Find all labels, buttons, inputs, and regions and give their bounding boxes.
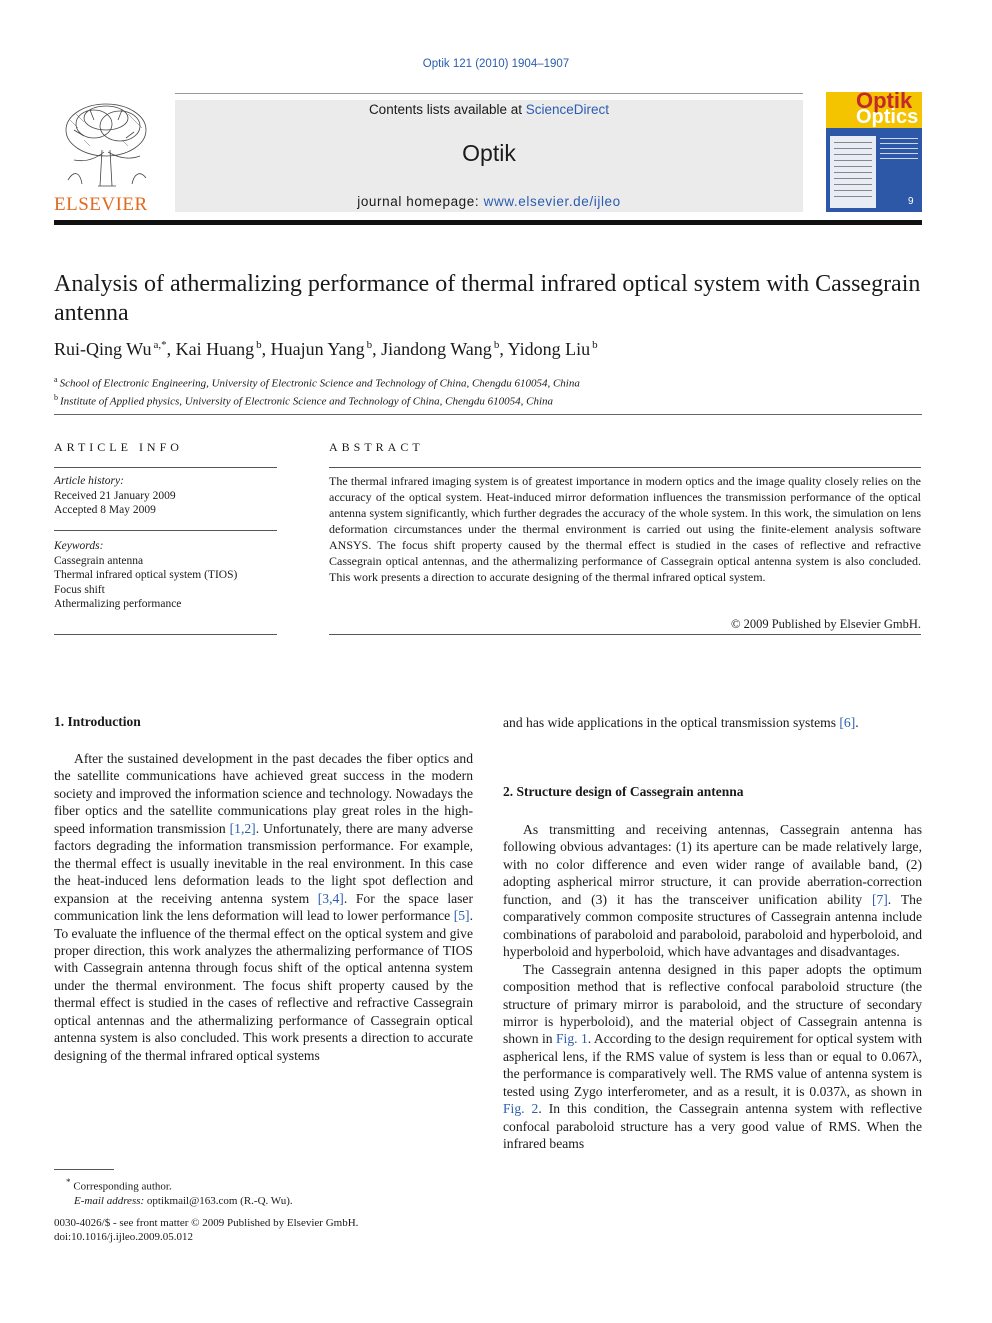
doi[interactable]: doi:10.1016/j.ijleo.2009.05.012 — [54, 1231, 194, 1243]
author-name[interactable]: Rui-Qing Wu — [54, 339, 152, 359]
figure-link[interactable]: Fig. 2 — [503, 1101, 539, 1117]
front-matter: 0030-4026/$ - see front matter © 2009 Published by Elsevier GmbH. doi:10.1016/j.ijleo.2009.05.012 — [54, 1216, 474, 1244]
author-affiliation-mark[interactable]: b — [256, 339, 262, 351]
citation-link[interactable]: [7] — [871, 891, 888, 907]
citation-link[interactable]: [6] — [839, 715, 856, 730]
keywords: Keywords: Cassegrain antenna Thermal infrared optical system (TIOS) Focus shift Athermalizing performance — [54, 539, 279, 612]
keyword: Cassegrain antenna — [54, 554, 144, 567]
author-name[interactable]: Huajun Yang — [270, 339, 365, 359]
footnotes: * Corresponding author. E-mail address: optikmail@163.com (R.-Q. Wu). — [66, 1177, 293, 1207]
elsevier-logo[interactable] — [54, 100, 158, 215]
copyright: © 2009 Published by Elsevier GmbH. — [730, 617, 921, 631]
author-name[interactable]: Jiandong Wang — [381, 339, 492, 359]
introduction-continued: and has wide applications in the optical transmission systems [6]. — [503, 715, 859, 730]
keyword: Thermal infrared optical system (TIOS) — [54, 569, 238, 581]
author-affiliation-mark[interactable]: a,* — [153, 339, 167, 351]
section-heading: 2. Structure design of Cassegrain antenna — [503, 784, 744, 799]
keyword: Focus shift — [54, 583, 105, 596]
homepage-link[interactable]: www.elsevier.de/ijleo — [483, 194, 621, 209]
affiliation: $^a$ School of Electronic Engineering, University of Electronic Science and Technology of China, Chengdu 610054, China — [54, 375, 580, 390]
citation-link[interactable]: [1,2] — [229, 820, 256, 836]
author-separator: , — [372, 339, 382, 359]
figure-link[interactable]: Fig. 1 — [555, 1031, 588, 1047]
journal-citation[interactable]: Optik 121 (2010) 1904–1907 — [422, 58, 570, 70]
article-history: Article history: Received 21 January 2009 Accepted 8 May 2009 — [54, 475, 176, 516]
author-name[interactable]: Yidong Liu — [507, 339, 591, 359]
author-affiliation-mark[interactable]: b — [493, 339, 500, 351]
cover-title-top: Optik — [856, 92, 913, 113]
structure-design-text: As transmitting and receiving antennas, Cassegrain antenna has following obvious advantages: (1) its aperture can be made relatively large, with no color difference and even wider range of available band, (2) adopting aspherical mirror structure, it can provide aberration-correction function, and (3) it has the transceiver unification ability [7]. The comparatively common composite structures of Cassegrain antenna include combinations of paraboloid and paraboloid, paraboloid and hyperboloid, and hyperboloid and hyperboloid, which have advantages and disadvantages. The Cassegrain antenna designed in this paper adopts the optimum composition method that is reflective confocal paraboloid structure (the structure of primary mirror is paraboloid, and the structure of secondary mirror is hyperboloid), and the material object of Cassegrain antenna is shown in Fig. 1. According to the design requirement for optical system with aspherical lens, if the RMS value of system is less than or equal to 0.067λ, the performance is comparatively well. The RMS value of antenna system is tested using Zygo interferometer, and as a result, it is 0.037λ, as shown in Fig. 2. In this condition, the Cassegrain antenna system with reflective confocal paraboloid structure has a very good value of RMS. When the infrared beams — [503, 822, 922, 1152]
article-title: Analysis of athermalizing performance of thermal infrared optical system with Cassegrain antenna — [54, 271, 921, 326]
keyword: Athermalizing performance — [54, 598, 182, 610]
citation-link[interactable]: [5] — [453, 908, 470, 924]
author-name[interactable]: Kai Huang — [175, 339, 255, 359]
journal-name: Optik — [462, 140, 516, 166]
affiliations — [54, 373, 924, 408]
affiliation: $^b$ Institute of Applied physics, University of Electronic Science and Technology of China, Chengdu 610054, China — [54, 392, 553, 408]
contents-line: Contents lists available at ScienceDirect — [368, 102, 610, 117]
author-separator: , — [499, 339, 508, 359]
homepage-line: journal homepage: www.elsevier.de/ijleo — [357, 194, 621, 209]
citation-link[interactable]: [3,4] — [317, 890, 344, 906]
journal-header — [175, 100, 803, 212]
introduction-text: After the sustained development in the past decades the fiber optics and the satellite communications have achieved great success in the modern society and improved the information science and technology. Nowadays the fiber optics and the satellite communications play great roles in the high-speed information transmission [1,2]. Unfortunately, there are many adverse factors degrading the information transmission performance. For example, the thermal effect is usually inevitable in the real environment. In this case the heat-induced lens deformation leads to the light spot deflection and expansion at the receiving antenna system [3,4]. For the space laser communication link the lens deformation will lead to lower performance [5]. To evaluate the influence of the thermal effect on the optical system and give proper direction, this work analyzes the athermalizing performance of TIOS with Cassegrain antenna through focus shift of the optical antenna system under the thermal environment. The focus shift property caused by the thermal effect is studied in the cases of reflective and refractive Cassegrain optical antennas and the athermalizing performance of Cassegrain optical antenna system is also concluded. This work presents a direction to accurate designing of the thermal infrared optical systems — [54, 751, 473, 1063]
author-separator: , — [261, 339, 271, 359]
elsevier-tree-icon — [54, 100, 158, 192]
article-info-heading: ARTICLE INFO — [54, 440, 183, 454]
author-separator: , — [166, 339, 176, 359]
author-affiliation-mark[interactable]: b — [366, 339, 373, 351]
email-address[interactable]: optikmail@163.com (R.-Q. Wu). — [146, 1194, 293, 1207]
elsevier-wordmark: ELSEVIER — [54, 194, 148, 215]
cover-title-bottom: Optics — [856, 106, 919, 128]
section-heading: 1. Introduction — [54, 714, 141, 729]
author-affiliation-mark[interactable]: b — [592, 339, 598, 351]
author-list — [54, 339, 924, 360]
abstract-text: The thermal infrared imaging system is of greatest importance in modern optics and the image quality closely relies on the accuracy of the optical system. Heat-induced mirror deformation influences the transmission performance of the optical antenna system significantly, which further degrades the accuracy of the whole system. In this work, the simulation on lens deformation circumstances under the thermal environment is carried out using the finite-element analysis software ANSYS. The focus shift property caused by the thermal effect is studied in the cases of reflective and refractive Cassegrain optical antennas, and the athermalizing performance of Cassegrain optical antenna system is also concluded. This work presents a direction to accurate designing of the thermal infrared optical system. — [329, 474, 921, 584]
journal-cover[interactable] — [826, 92, 922, 212]
abstract-heading: ABSTRACT — [329, 440, 424, 454]
sciencedirect-link[interactable]: ScienceDirect — [525, 102, 610, 117]
cover-number: 9 — [908, 196, 914, 207]
